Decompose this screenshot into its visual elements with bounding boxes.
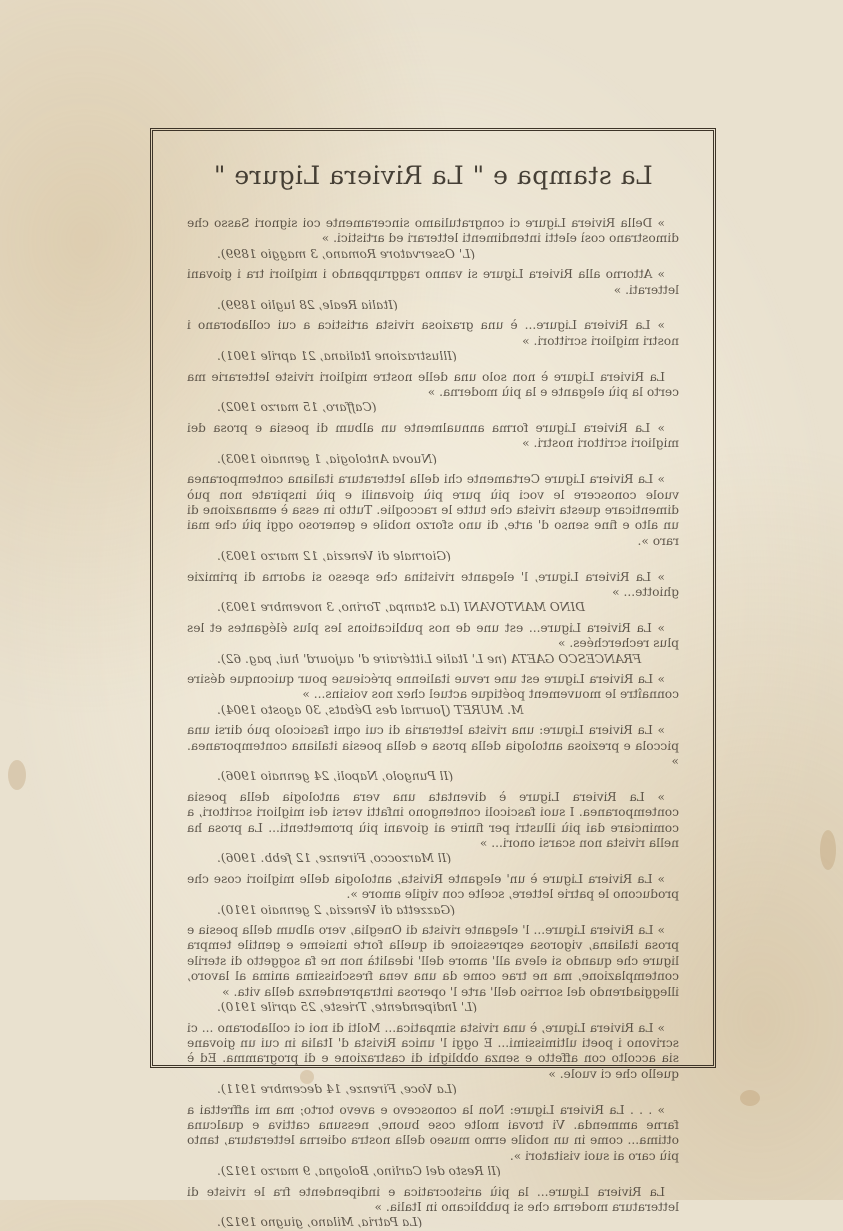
quote-text: » La Riviera Ligure: una rivista letteraria di cui ogni fascicolo può dirsi una piccola e preziosa antologia della prosa e della poesia italiana contemporanea. »: [187, 723, 679, 768]
quote-source: (Caffaro, 15 marzo 1902).: [217, 400, 377, 415]
page-title: La stampa e " La Riviera Ligure ": [213, 161, 653, 190]
press-quote: [187, 421, 679, 467]
quote-source: (Il Marzocco, Firenze, 12 febb. 1906).: [217, 851, 452, 866]
press-quote: [187, 1021, 679, 1098]
press-quote: [187, 216, 679, 262]
quote-source: (La Voce, Firenze, 14 decembre 1911).: [217, 1082, 457, 1097]
quote-source: M. MURET (Journal des Débats, 30 agosto 1904).: [217, 702, 524, 717]
quote-text: » Della Riviera Ligure ci congratuliamo sinceramente coi signori Sasso che dimostrano così eletti intendimenti letterari ed artistici. »: [187, 216, 679, 246]
press-quote: [187, 267, 679, 313]
paper-stain: [820, 830, 836, 870]
quote-source: DINO MANTOVANI (La Stampa, Torino, 3 novembre 1903).: [217, 600, 585, 615]
paper-stain: [740, 1090, 760, 1106]
quote-source: (L' Indipendente, Trieste, 25 aprile 1910).: [217, 1000, 478, 1015]
bleed-through-text: [153, 131, 713, 1230]
quote-source: (Il Resto del Carlino, Bologna, 9 marzo 1912).: [217, 1164, 501, 1179]
press-quote: [187, 318, 679, 364]
quote-text: » La Riviera Ligure forma annualmente un album di poesia e prosa dei migliori scrittori nostri. »: [187, 420, 679, 451]
press-quote: [187, 872, 679, 918]
quote-text: » La Riviera Ligure est une revue italienne précieuse pour quiconque désire connaître le mouvement poétique actuel chez nos voisins... »: [187, 671, 679, 702]
press-quote: [187, 1185, 679, 1231]
quote-text: » . . . La Riviera Ligure: Non la conoscevo e avevo torto; ma mi affrettai a farne ammenda. Vi trovai molte cose buone, nessuna cattiva e qualcuna ottima... come in un nobile ermo museo della nostra odierna letteratura, tanto più caro ai suoi visitatori ».: [187, 1102, 679, 1163]
press-quotes-list: [187, 216, 679, 1231]
quote-text: » La Riviera Ligure, è una rivista simpatica... Molti di noi ci collaborano ... ci scrivono i poeti ultimissimi... E oggi l' unica Rivista d' Italia in cui un giovane sia accolto con affetto e senza obblighi di castrazione e di programma. Ed è quello che ci vuole. »: [187, 1020, 679, 1081]
quote-text: » La Riviera Ligure è diventata una vera antologia della poesia contemporanea. I suoi fascicoli contengono infatti versi dei migliori scrittori, a cominciare dai più illustri per finire ai giovani più promettenti... La prosa ha nella rivista non scarsi onori... »: [187, 789, 679, 851]
quote-text: » Attorno alla Riviera Ligure si vanno raggruppando i migliori tra i giovani letterati. »: [187, 267, 679, 297]
press-quote: [187, 621, 679, 667]
quote-text: » La Riviera Ligure Certamente chi della letteratura italiana contemporanea vuole conoscere le voci più pure più giovanili e più inspirate non può dimenticare questa rivista che tutte le raccoglie. Tutto in essa è emanazione di un alto e fine senso d' arte, di uno sforzo nobile e generoso oggi più che mai raro ».: [187, 472, 679, 548]
quote-source: FRANCESCO GAETA (ne L' Italie Littéraire d' aujourd' hui, pag. 62).: [217, 651, 642, 666]
paper-stain: [8, 760, 26, 790]
press-quote: [187, 1103, 679, 1180]
print-frame: [150, 128, 716, 1230]
quote-text: » La Riviera Ligure, l' elegante rivistina che spesso si adorna di primizie ghiotte... »: [187, 569, 679, 599]
quote-source: (Illustrazione Italiana, 21 aprile 1901).: [217, 349, 457, 364]
quote-source: (Nuova Antologia, 1 gennaio 1903).: [217, 451, 437, 466]
quote-source: (Giornale di Venezia, 12 marzo 1903).: [217, 549, 451, 564]
press-quote: [187, 790, 679, 867]
quote-source: (Gazzetta di Venezia, 2 gennaio 1910).: [217, 902, 455, 917]
quote-text: » La Riviera Ligure è un' elegante Rivista, antologia delle migliori cose che producono le patrie lettere, scelte con vigile amore ».: [187, 871, 679, 902]
press-quote: [187, 923, 679, 1015]
quote-source: (Italia Reale, 28 luglio 1899).: [217, 298, 398, 313]
quote-source: (L' Osservatore Romano, 3 maggio 1899).: [217, 246, 475, 261]
press-quote: [187, 723, 679, 785]
quote-text: La Riviera Ligure è non solo una delle nostre migliori riviste letterarie ma certo la più elegante e la più moderna. »: [187, 369, 679, 400]
press-quote: [187, 570, 679, 616]
press-quote: [187, 370, 679, 416]
press-quote: [187, 472, 679, 564]
quote-text: » La Riviera Ligure... è una graziosa rivista artistica a cui collaborano i nostri migliori scrittori. »: [187, 318, 679, 348]
quote-source: (Il Pungolo, Napoli, 24 gennaio 1906).: [217, 769, 454, 784]
quote-text: La Riviera Ligure... la più aristocratica e indipendente fra le riviste di letteratura moderna che si pubblicano in Italia. »: [187, 1184, 679, 1214]
quote-text: » La Riviera Ligure... est une de nos publications les plus élégantes et les plus recherchées. »: [187, 620, 679, 651]
quote-text: » La Riviera Ligure... l' elegante rivista di Oneglia, vero album della poesia e prosa italiana, vigorosa espressione di quella forte insieme e gentile tempra ligure che quando si eleva all' amore dell' idealità non ne fa soggetto di sterile contemplazione, ma ne trae come da una vena freschissima anima al lavoro, illeggiadrendo del sorriso dell' arte l' operosa intraprendenza della vita. »: [187, 923, 679, 999]
press-quote: [187, 672, 679, 718]
quote-source: (La Patria, Milano, giugno 1912).: [217, 1215, 423, 1230]
